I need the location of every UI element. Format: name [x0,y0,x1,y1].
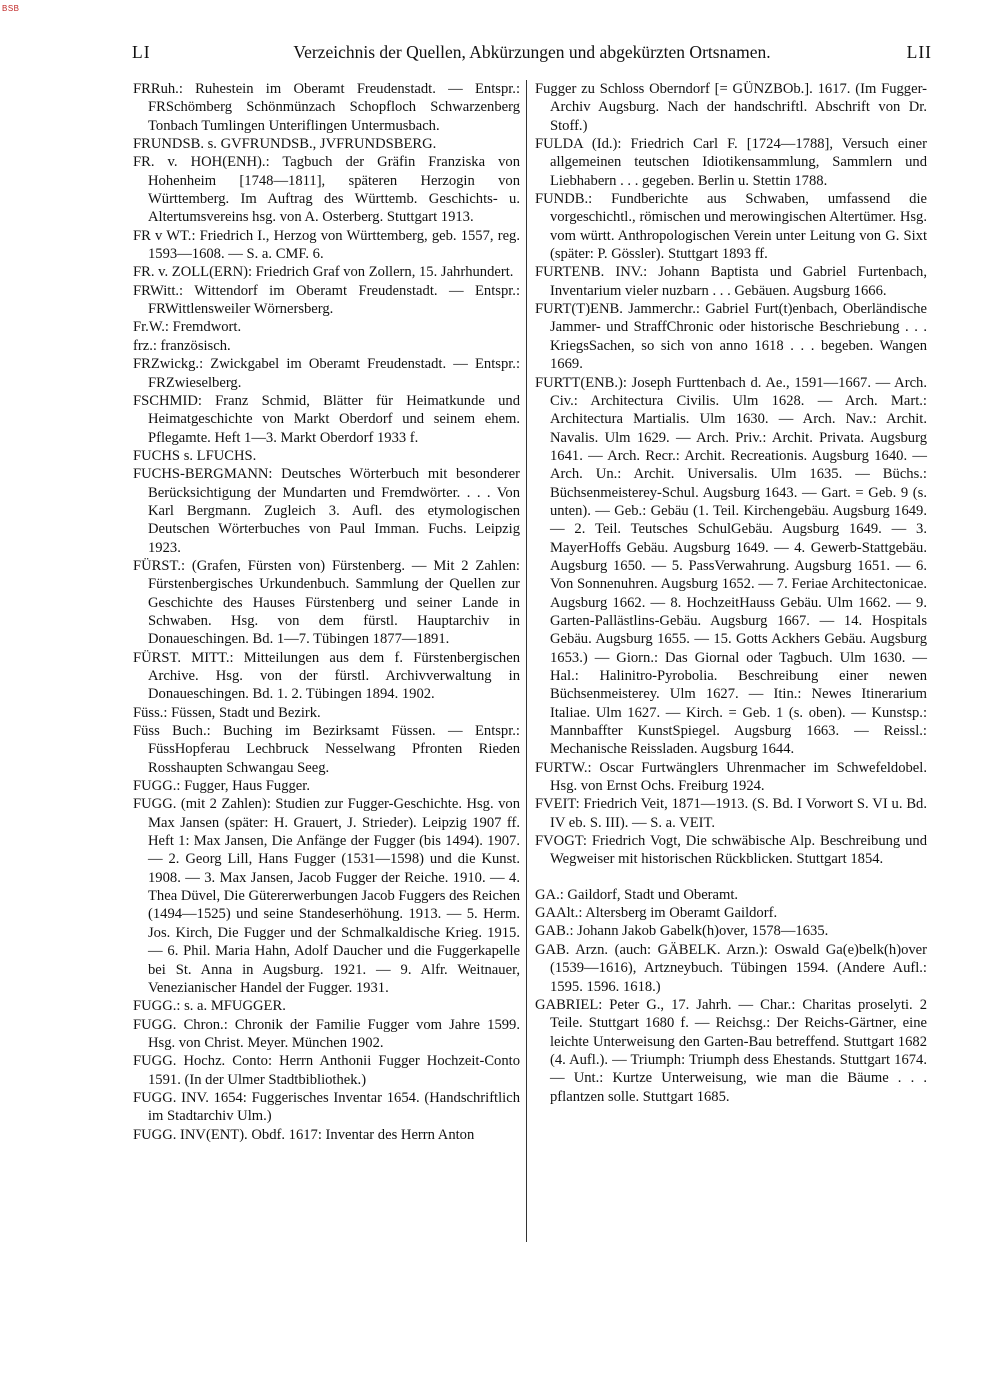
entry: frz.: französisch. [133,337,231,354]
running-header [132,42,932,66]
entry: GAB.: Johann Jakob Gabelk(h)over, 1578—1635. [535,923,829,940]
entry: FR. v. HOH(ENH).: Tagbuch der Gräfin Franziska von Hohenheim [1748—1811], späteren Herzogin von Württemberg. Im Auftrag des Württemb. Geschichts- u. Altertumsvereins hsg. von A. Osterberg. Stuttgart 1913. [133,154,520,226]
entry: FRRuh.: Ruhestein im Oberamt Freudenstadt. — Entspr.: FRSchömberg Schönmünzach Schopfloch Schwarzenberg Tonbach Tumlingen Unteriflingen Untermusbach. [133,81,520,134]
entry: Fr.W.: Fremdwort. [133,319,242,336]
page-title: Verzeichnis der Quellen, Abkürzungen und abgekürzten Ortsnamen. [293,42,771,62]
entry: FUGG.: Fugger, Haus Fugger. [133,778,310,795]
entry: FUCHS s. LFUCHS. [133,447,257,464]
column-divider [526,80,527,1242]
entry: FRZwickg.: Zwickgabel im Oberamt Freudenstadt. — Entspr.: FRZwieselberg. [133,356,520,391]
entry: FRUNDSB. s. GVFRUNDSB., JVFRUNDSBERG. [133,136,437,153]
entry: FVEIT: Friedrich Veit, 1871—1913. (S. Bd. I Vorwort S. VI u. Bd. IV eb. S. III). — S. a. VEIT. [535,796,927,831]
library-stamp: BSB [2,4,20,13]
entry: FSCHMID: Franz Schmid, Blätter für Heimatkunde und Heimatgeschichte von Markt Oberdorf und seinem ehem. Pflegamte. Heft 1—3. Markt Oberdorf 1933 f. [133,392,520,446]
entry: GAAlt.: Altersberg im Oberamt Gaildorf. [535,905,778,922]
entry: FVOGT: Friedrich Vogt, Die schwäbische Alp. Beschreibung und Wegweiser mit historischen Rückblicken. Stuttgart 1854. [535,833,927,868]
entry: FUGG. (mit 2 Zahlen): Studien zur Fugger-Geschichte. Hsg. von Max Jansen (später: H. Grauert, J. Strieder). Leipzig 1907 ff. Heft 1: Max Jansen, Die Anfänge der Fugger (bis 1494). 1907. — 2. Georg Lill, Hans Fugger (1531—1598) und die Kunst. 1908. — 3. Max Jansen, Jacob Fugger der Reiche. 1910. — 4. Thea Düvel, Die Gütererwerbungen Jacob Fuggers des Reichen (1494—1525) und seine Standeserhöhung. 1913. — 5. Herm. Jos. Kirch, Die Fugger und der Schmalkaldische Krieg. 1915. — 6. Phil. Maria Hahn, Adolf Daucher und die Fuggerkapelle bei St. Anna in Augsburg. 1921. — 9. Alfr. Weitnauer, Venezianischer Handel der Fugger. 1931. [133,796,521,996]
entry: GA.: Gaildorf, Stadt und Oberamt. [535,886,739,903]
left-column [133,80,520,1144]
entry: Füss Buch.: Buching im Bezirksamt Füssen. — Entspr.: FüssHopferau Lechbruck Nesselwang Pfronten Rieden Rosshaupten Schwangau Seeg. [133,723,520,776]
entry: FUGG.: s. a. MFUGGER. [133,998,286,1015]
entry: FUGG. INV. 1654: Fuggerisches Inventar 1654. (Handschriftlich im Stadtarchiv Ulm.) [133,1089,520,1125]
entry: GABRIEL: Peter G., 17. Jahrh. — Char.: Charitas proselyti. 2 Teile. Stuttgart 1680 f. — Reichsg.: Der Reichs-Gärtner, eine leichte Unterweisung den Garten-Bau betreffend. Stuttgart 1682 (4. Aufl.). — Triumph: Triumph dess Ehestands. Stuttgart 1674. — Unt.: Kurtze Unterweisung, wie man die Bäume . . . pflantzen solle. Stuttgart 1685. [535,996,927,1105]
page-number-right: LII [906,42,932,62]
entry: FUGG. INV(ENT). Obdf. 1617: Inventar des Herrn Anton [133,1126,475,1143]
entry: GAB. Arzn. (auch: GÄBELK. Arzn.): Oswald Ga(e)belk(h)over (1539—1616), Artzneybuch. Tübingen 1594. (Andere Aufl.: 1595. 1596. 1618.) [535,941,927,995]
entry: Fugger zu Schloss Oberndorf [= GÜNZBOb.]. 1617. (Im Fugger-Archiv Augsburg. Nach der handschriftl. Abschrift von Dr. Stoff.) [535,81,927,134]
entry: FRWitt.: Wittendorf im Oberamt Freudenstadt. — Entspr.: FRWittlensweiler Wörnersberg. [133,282,520,318]
entry: Füss.: Füssen, Stadt und Bezirk. [133,704,321,721]
entry: FURTENB. INV.: Johann Baptista und Gabriel Furtenbach, Inventarium vieler nuzbarn . . . Gebäuen. Augsburg 1666. [535,264,927,299]
entry: FULDA (Id.): Friedrich Carl F. [1724—1788], Versuch einer allgemeinen teutschen Idiotikensammlung, Sammlern und Liebhabern . . . gegeben. Berlin u. Stettin 1788. [535,136,927,189]
entry: FUNDB.: Fundberichte aus Schwaben, umfassend die vorgeschichtl., römischen und merowingischen Altertümer. Hsg. vom württ. Anthropologischen Verein unter Leitung von G. Sixt (später: P. Gössler). Stuttgart 1893 ff. [535,191,927,263]
entry: FÜRST. MITT.: Mitteilungen aus dem f. Fürstenbergischen Archive. Hsg. von der fürstl. Archivverwaltung in Donaueschingen. Bd. 1. 2. Tübingen 1894. 1902. [133,649,520,703]
entry: FR v WT.: Friedrich I., Herzog von Württemberg, geb. 1557, reg. 1593—1608. — S. a. CMF. 6. [133,227,520,263]
section-gap [535,869,927,886]
right-column [535,80,927,1106]
entry: FURTT(ENB.): Joseph Furttenbach d. Ae., 1591—1667. — Arch. Civ.: Architectura Civilis. Ulm 1628. — Arch. Mart.: Architectura Martialis. Ulm 1630. — Arch. Nav.: Archit. Navalis. Ulm 1629. — Arch. Priv.: Archit. Privata. Augsburg 1641. — Arch. Recr.: Archit. Recreationis. Augsburg 1640. — Arch. Un.: Archit. Universalis. Ulm 1635. — Büchs.: Büchsenmeisterey-Schul. Augsburg 1643. — Gart. = Geb. 9 (s. unten). — Geb.: Gebäu (1. Teil. Kirchengebäu. Augsburg 1649. — 2. Teil. Teutsches SchulGebäu. Augsburg 1649. — 3. MayerHoffs Gebäu. Augsburg 1649. — 4. Gewerb-Stattgebäu. Augsburg 1650. — 5. PassVerwahrung. Augsburg 1651. — 6. Von Sonnenuhren. Augsburg 1652. — 7. Feriae Architectonicae. Augsburg 1662. — 8. HochzeitHauss Gebäu. Ulm 1662. — 9. Garten-Pallästlins-Gebäu. Augsburg 1667. — 14. Hospitals Gebäu. Augsburg 1655. — 15. Gotts Ackhers Gebäu. Augsburg 1653.) — Giorn.: Das Giornal oder Tagbuch. Ulm 1630. — Hal.: Halinitro-Pyrobolia. Beschreibung einer newen Büchsenmeisterey. Ulm 1627. — Itin.: Newes Itinerarium Italiae. Ulm 1627. — Kirch. = Geb. 1 (s. oben). — Kunstsp.: Mannbaffter KunstSpiegel. Augsburg 1663. — Reissl.: Mechanische Reissladen. Augsburg 1644. [535,374,927,758]
entry: FURTW.: Oscar Furtwänglers Uhrenmacher im Schwefeldobel. Hsg. von Ernst Ochs. Freiburg 1924. [535,759,927,795]
entry: FÜRST.: (Grafen, Fürsten von) Fürstenberg. — Mit 2 Zahlen: Fürstenbergisches Urkundenbuch. Sammlung der Quellen zur Geschichte des Hauses Fürstenberg und seiner Lande in Schwaben. Hsg. von dem fürstl. Hauptarchiv in Donaueschingen. Bd. 1—7. Tübingen 1877—1891. [133,557,520,648]
entry: FUCHS-BERGMANN: Deutsches Wörterbuch mit besonderer Berücksichtigung der Mundarten und Fremdwörter. . . . Von Karl Bergmann. Zugleich 3. Aufl. des etymologischen Deutschen Wörterbuches von Paul Imman. Fuchs. Leipzig 1923. [133,466,520,556]
entry: FUGG. Hochz. Conto: Herrn Anthonii Fugger Hochzeit-Conto 1591. (In der Ulmer Stadtbibliothek.) [133,1053,520,1088]
entry: FR. v. ZOLL(ERN): Friedrich Graf von Zollern, 15. Jahrhundert. [133,264,514,281]
page-number-left: LI [132,42,151,62]
entry: FUGG. Chron.: Chronik der Familie Fugger vom Jahre 1599. Hsg. von Christ. Meyer. München 1902. [133,1016,520,1051]
entry: FURT(T)ENB. Jammerchr.: Gabriel Furt(t)enbach, Oberländische Jammer- und StraffChronic oder historische Beschriebung . . . KriegsSachen, so sich von anno 1618 . . . begeben. Wangen 1669. [535,301,927,373]
